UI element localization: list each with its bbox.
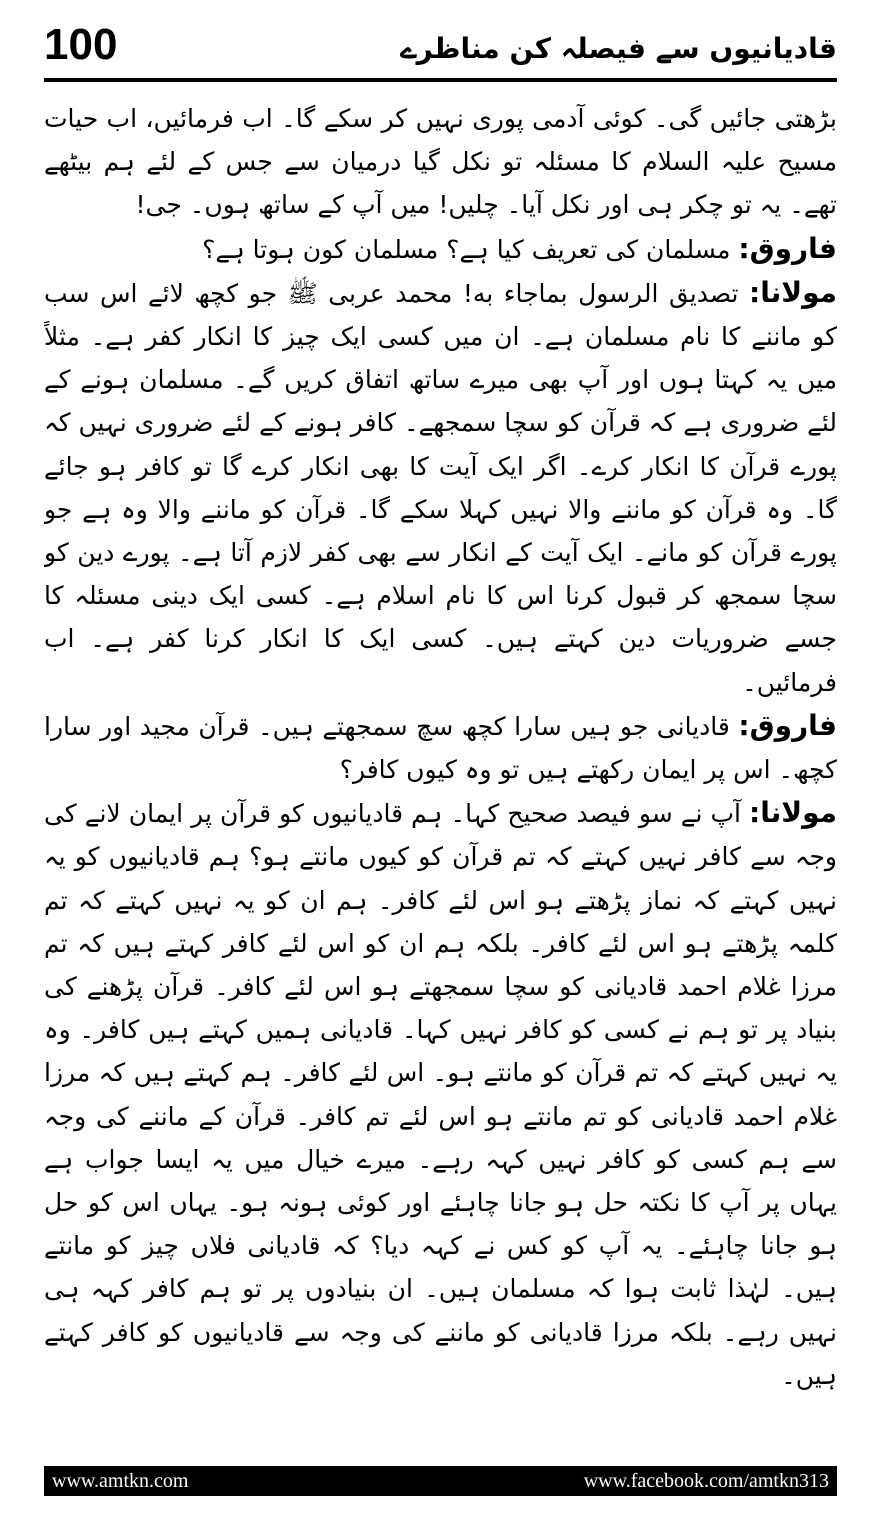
paragraph — [44, 271, 837, 704]
footer-bar — [44, 1466, 837, 1496]
speaker-label: فاروق: — [738, 231, 837, 265]
paragraph-text: تصدیق الرسول بماجاء به! محمد عربی ﷺ جو کچھ لائے اس سب کو ماننے کا نام مسلمان ہے۔ ان میں کسی ایک چیز کا انکار کفر ہے۔ مثلاً میں یہ کہتا ہوں اور آپ بھی میرے ساتھ اتفاق کریں گے۔ مسلمان ہونے کے لئے ضروری ہے کہ قرآن کو سچا سمجھے۔ کافر ہونے کے لئے ضروری نہیں کہ پورے قرآن کا انکار کرے۔ اگر ایک آیت کا بھی انکار کرے گا تو کافر ہو جائے گا۔ وہ قرآن کو ماننے والا نہیں کہلا سکے گا۔ قرآن کو ماننے والا وہ ہے جو پورے قرآن کو مانے۔ ایک آیت کے انکار سے بھی کفر لازم آتا ہے۔ پورے دین کو سچا سمجھ کر قبول کرنا اس کا نام اسلام ہے۔ کسی ایک دینی مسئلہ کا جسے ضروریات دین کہتے ہیں۔ کسی ایک کا انکار کرنا کفر ہے۔ اب فرمائیں۔ — [44, 278, 837, 697]
paragraph — [44, 704, 837, 791]
footer-facebook-link[interactable]: www.facebook.com/amtkn313 — [583, 1469, 829, 1492]
paragraph-text: آپ نے سو فیصد صحیح کہا۔ ہم قادیانیوں کو قرآن پر ایمان لانے کی وجہ سے کافر نہیں کہتے کہ تم قرآن کو کیوں مانتے ہو؟ ہم قادیانیوں کو یہ نہیں کہتے کہ نماز پڑھتے ہو اس لئے کافر۔ ہم ان کو یہ نہیں کہتے کہ تم کلمہ پڑھتے ہو اس لئے کافر۔ بلکہ ہم ان کو اس لئے کافر کہتے ہیں کہ تم مرزا غلام احمد قادیانی کو سچا سمجھتے ہو اس لئے کافر۔ قرآن پڑھنے کی بنیاد پر تو ہم نے کسی کو کافر نہیں کہا۔ قادیانی ہمیں کہتے ہیں کافر۔ وہ یہ نہیں کہتے کہ تم قرآن کو مانتے ہو۔ اس لئے کافر۔ ہم کہتے ہیں کہ مرزا غلام احمد قادیانی کو تم مانتے ہو اس لئے تم کافر۔ قرآن کے ماننے کی وجہ سے ہم کسی کو کافر نہیں کہہ رہے۔ میرے خیال میں یہ ایسا جواب ہے یہاں پر آپ کا نکتہ حل ہو جانا چاہئے اور کوئی ہونہ ہو۔ یہاں اس کو حل ہو جانا چاہئے۔ یہ آپ کو کس نے کہہ دیا؟ کہ قادیانی فلاں چیز کو مانتے ہیں۔ لہٰذا ثابت ہوا کہ مسلمان ہیں۔ ان بنیادوں پر تو ہم کافر کہہ ہی نہیں رہے۔ بلکہ مرزا قادیانی کو ماننے کی وجہ سے قادیانیوں کو کافر کہتے ہیں۔ — [44, 799, 837, 1390]
page-number: 100 — [44, 20, 118, 69]
paragraph — [44, 96, 837, 227]
footer-website-link[interactable]: www.amtkn.com — [52, 1469, 189, 1492]
book-title: قادیانیوں سے فیصلہ کن مناظرے — [400, 32, 837, 65]
page-content — [44, 96, 837, 1443]
speaker-label: مولانا: — [749, 796, 837, 830]
paragraph-text: مسلمان کی تعریف کیا ہے؟ مسلمان کون ہوتا ہے؟ — [202, 234, 731, 264]
speaker-label: فاروق: — [738, 708, 837, 742]
header-rule — [44, 78, 837, 82]
speaker-label: مولانا: — [749, 275, 837, 309]
paragraph — [44, 227, 837, 271]
paragraph-text: بڑھتی جائیں گی۔ کوئی آدمی پوری نہیں کر سکے گا۔ اب فرمائیں، اب حیات مسیح علیہ السلام کا مسئلہ تو نکل گیا درمیان سے جس کے لئے ہم بیٹھے تھے۔ یہ تو چکر ہی اور نکل آیا۔ چلیں! میں آپ کے ساتھ ہوں۔ جی! — [44, 104, 837, 220]
paragraph-text: قادیانی جو ہیں سارا کچھ سچ سمجھتے ہیں۔ قرآن مجید اور سارا کچھ۔ اس پر ایمان رکھتے ہیں تو وہ کیوں کافر؟ — [44, 711, 837, 785]
paragraph — [44, 791, 837, 1397]
